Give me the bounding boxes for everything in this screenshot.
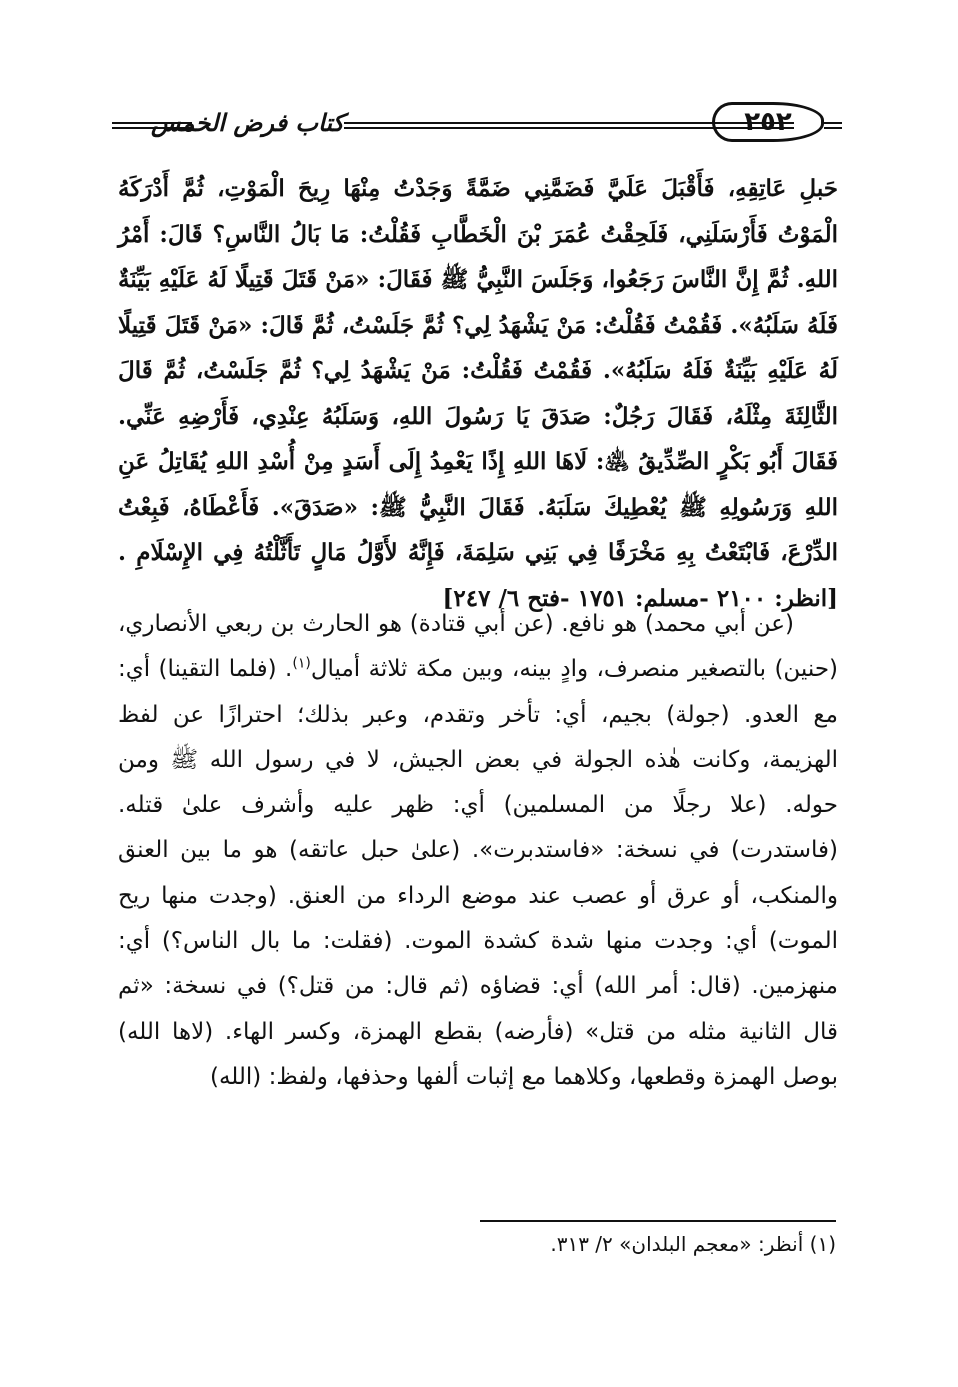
commentary-block (118, 602, 838, 1100)
commentary-paragraph (118, 602, 838, 1100)
hadith-paragraph: حَبلِ عَاتِقِهِ، فَأَقْبَلَ عَلَيَّ فَضَمَّنِي ضَمَّةً وَجَدْتُ مِنْهَا رِيحَ الْمَوْتِ، ثُمَّ أَدْرَكَهُ الْمَوْتُ فَأَرْسَلَنِي، فَلَحِقْتُ عُمَرَ بْنَ الْخَطَّابِ فَقُلْتُ: مَا بَالُ النَّاسِ؟ قَالَ: أَمْرُ اللهِ. ثُمَّ إِنَّ النَّاسَ رَجَعُوا، وَجَلَسَ النَّبِيُّ ﷺ فَقَالَ: «مَنْ قَتَلَ قَتِيلًا لَهُ عَلَيْهِ بَيِّنَةٌ فَلَهُ سَلَبُهُ». فَقُمْتُ فَقُلْتُ: مَنْ يَشْهَدُ لِي؟ ثُمَّ جَلَسْتُ، ثُمَّ قَالَ: «مَنْ قَتَلَ قَتِيلًا لَهُ عَلَيْهِ بَيِّنَةٌ فَلَهُ سَلَبُهُ». فَقُمْتُ فَقُلْتُ: مَنْ يَشْهَدُ لِي؟ ثُمَّ جَلَسْتُ، ثُمَّ قَالَ الثَّالِثَةَ مِثْلَهُ، فَقَالَ رَجُلٌ: صَدَقَ يَا رَسُولَ اللهِ، وَسَلَبُهُ عِنْدِي، فَأَرْضِهِ عَنِّي. فَقَالَ أَبُو بَكْرٍ الصِّدِّيقُ ﵁: لَاهَا اللهِ إِذًا يَعْمِدُ إِلَى أَسَدٍ مِنْ أُسْدِ اللهِ يُقَاتِلُ عَنِ اللهِ وَرَسُولِهِ ﷺ يُعْطِيكَ سَلَبَهُ. فَقَالَ النَّبِيُّ ﷺ: «صَدَقَ». فَأَعْطَاهُ، فَبِعْتُ الدِّرْعَ، فَابْتَعْتُ بِهِ مَخْرَفًا فِي بَنِي سَلِمَةَ، فَإِنَّهُ لأَوَّلُ مَالٍ تَأَثَّلْتُهُ فِي الإِسْلَامِ .[انظر: ٢١٠٠ -مسلم: ١٧٥١ -فتح ٦/ ٢٤٧] (118, 175, 839, 612)
footnote-marker: (١) (292, 655, 311, 672)
page-header (112, 100, 836, 150)
header-rule-right (824, 122, 842, 129)
commentary-text-before-note: (عن أبي محمد) هو نافع. (عن أبي قتادة) هو الحارث بن ربعي الأنصاري، (حنين) بالتصغير منصرف، وادٍ بينه، وبين مكة ثلاثة أميال (118, 611, 839, 683)
hadith-text-block (118, 166, 838, 621)
page-number: ٢٥٢ (712, 102, 824, 142)
footnote-divider (480, 1220, 836, 1222)
commentary-text-after-note: . (فلما التقينا) أي: مع العدو. (جولة) بجيم، أي: تأخر وتقدم، وعبر بذلك؛ احترازًا عن لفظ الهزيمة، وكانت هٰذه الجولة في بعض الجيش، لا في رسول الله ﷺ ومن حوله. (علا رجلًا من المسلمين) أي: ظهر عليه وأشرف علىٰ قتله. (فاستدرت) في نسخة: «فاستدبرت». (علىٰ حبل عاتقه) هو ما بين العنق والمنكب، أو عرق أو عصب عند موضع الرداء من العنق. (وجدت منها ريح الموت) أي: وجدت منها شدة كشدة الموت. (فقلت: ما بال الناس؟) أي: منهزمين. (قال: أمر الله) أي: قضاؤه (ثم قال: من قتل؟) في نسخة: «ثم قال الثانية مثله من قتل» (فأرضه) بقطع الهمزة، وكسر الهاء. (لاها الله) بوصل الهمزة وقطعها، وكلاهما مع إثبات ألفها وحذفها، ولفظ: (الله) (118, 656, 838, 1090)
chapter-title: كتاب فرض الخمس (151, 108, 344, 137)
footnote-text: (١) أنظر: «معجم البلدان» ٢/ ٣١٣. (550, 1232, 836, 1256)
